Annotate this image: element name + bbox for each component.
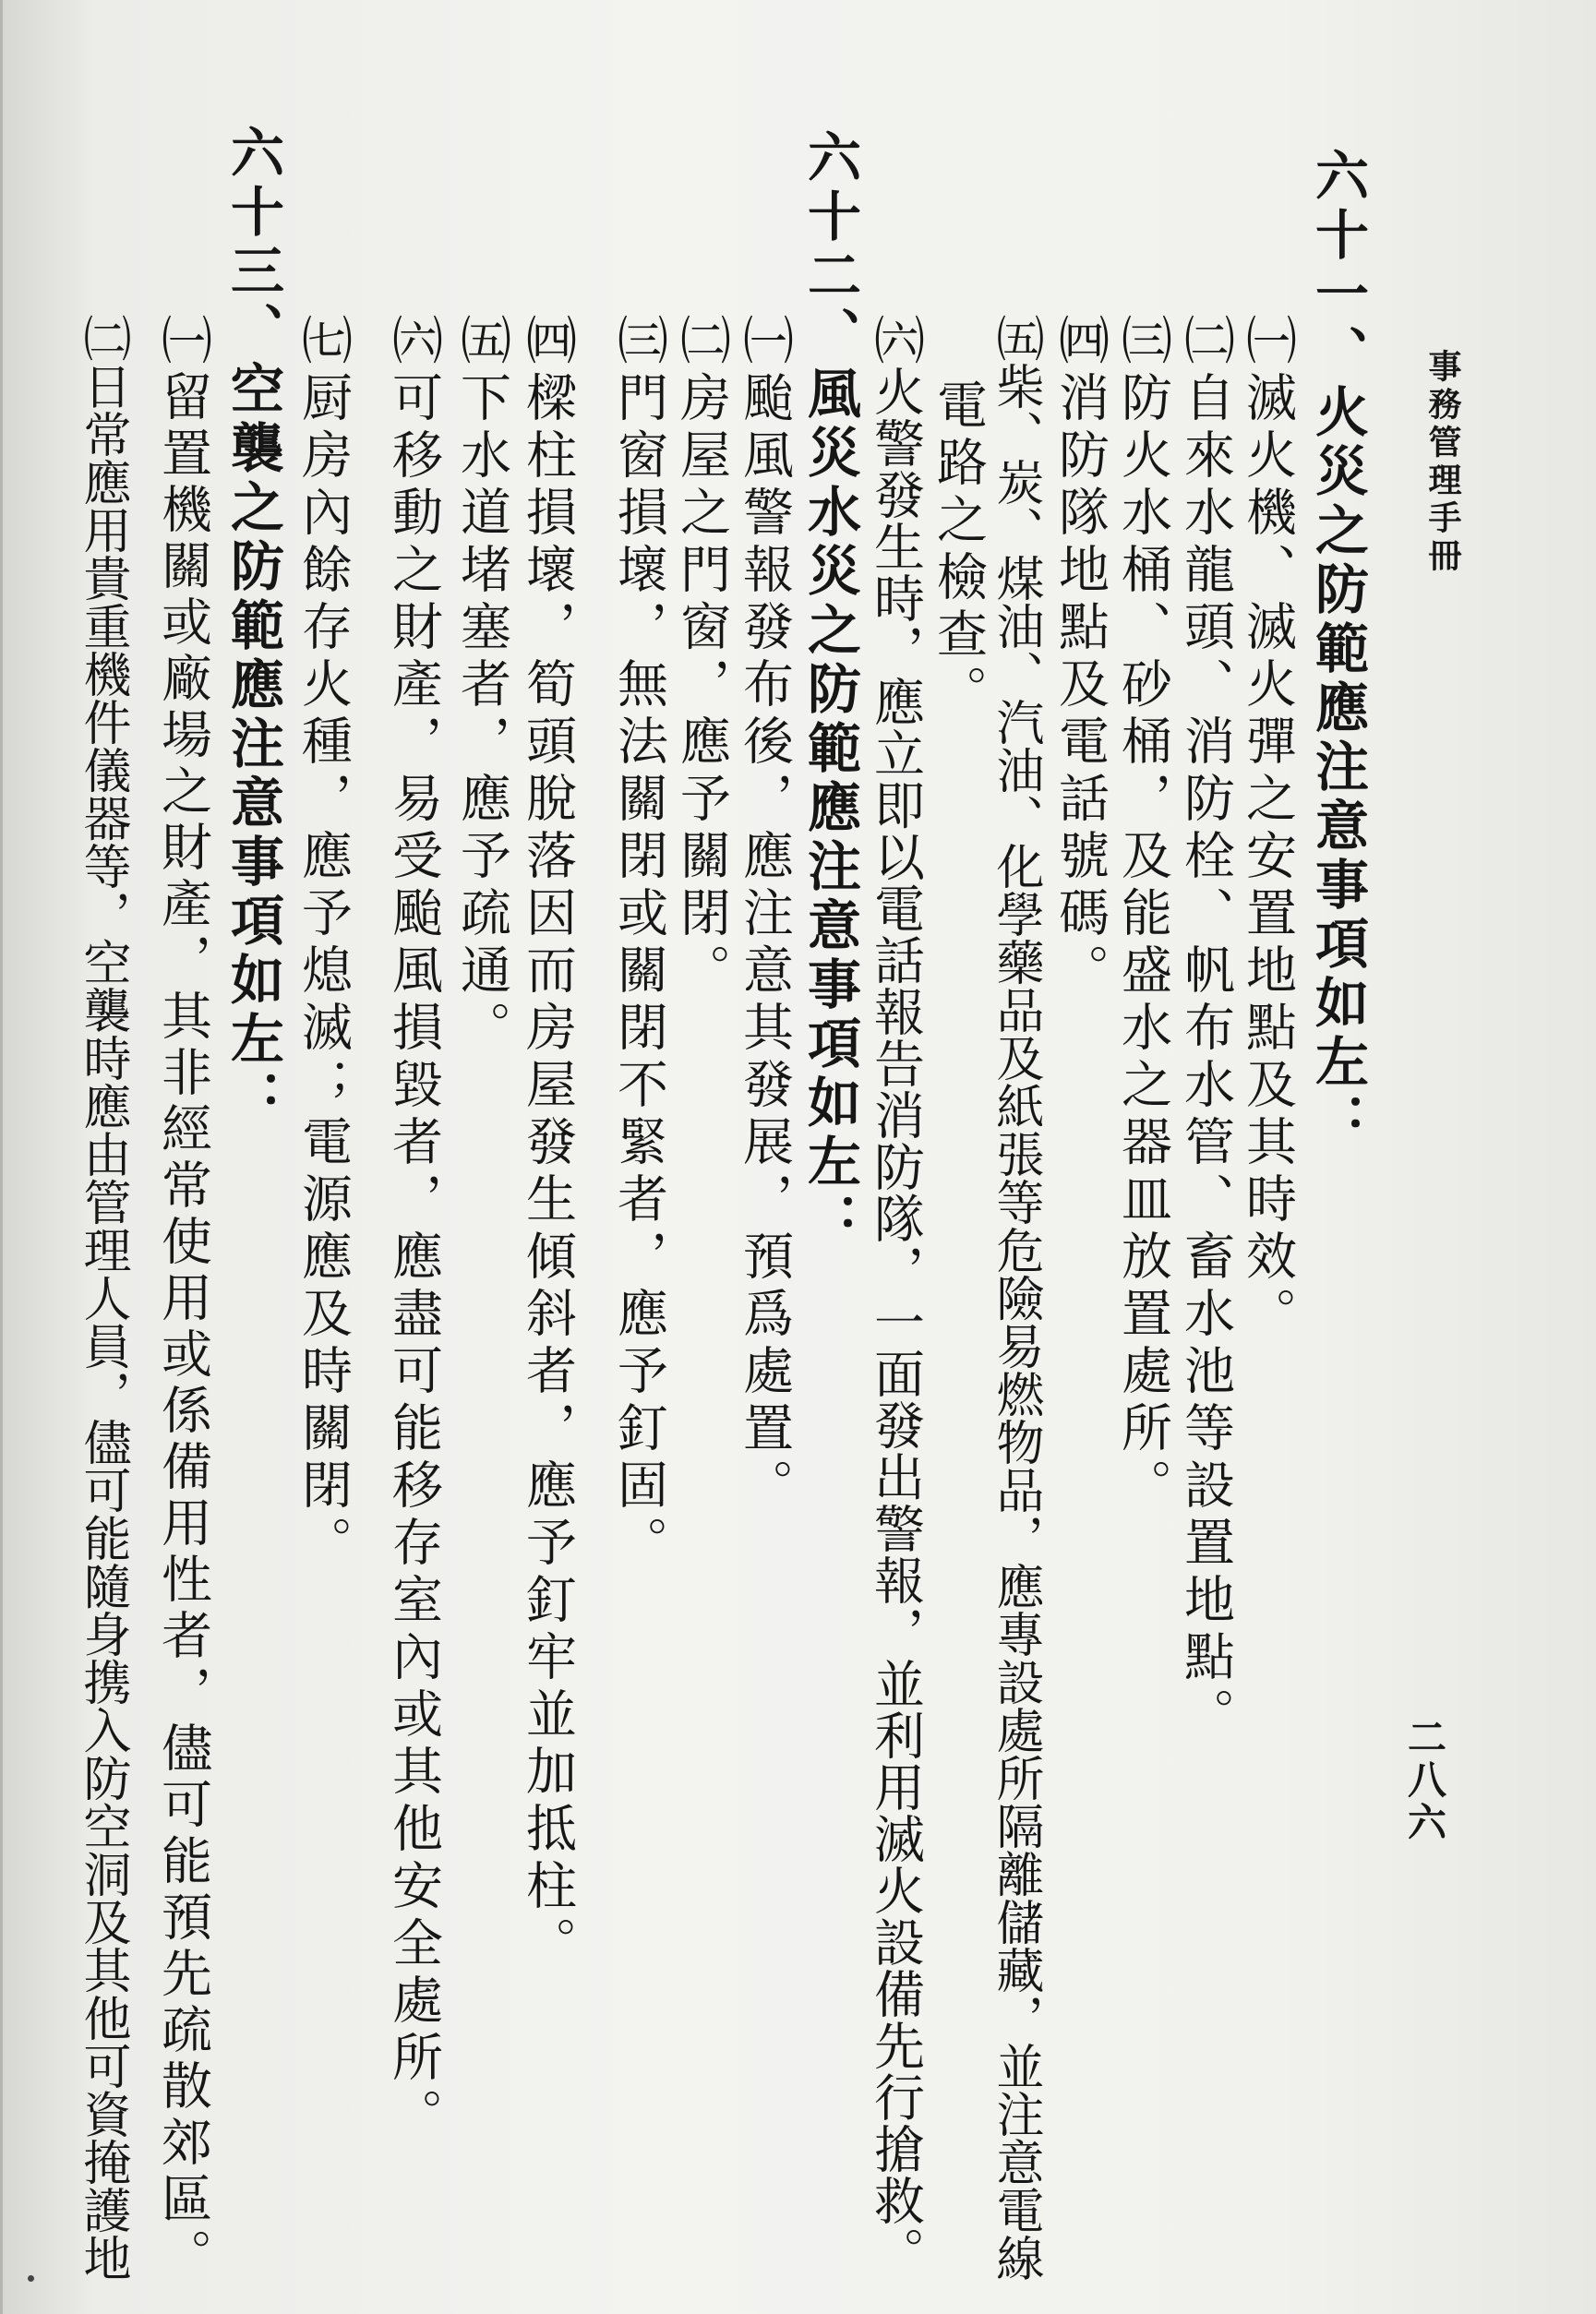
section-61-item-5: ㈤柴、炭、煤油、汽油、化學藥品及紙張等危險易燃物品，應專設處所隔離儲藏，並注意電線 bbox=[988, 314, 1043, 2282]
section-61-heading: 六十一、火災之防範應注意事項如左： bbox=[1306, 148, 1369, 1152]
section-61-item-3: ㈢防火水桶、砂桶，及能盛水之器皿放置處所。 bbox=[1113, 314, 1172, 1516]
section-62-item-6: ㈥可移動之財產，易受颱風損毀者，應盡可能移存室內或其他安全處所。 bbox=[384, 314, 443, 2145]
section-61-item-6: ㈥火警發生時，應立即以電話報告消防隊，一面發出警報，並利用滅火設備先行搶救。 bbox=[866, 314, 925, 2278]
section-62-item-1: ㈠颱風警報發布後，應注意其發展，預爲處置。 bbox=[735, 314, 794, 1516]
section-61-item-2: ㈡自來水龍頭、消防栓、帆布水管、畜水池等設置地點。 bbox=[1176, 314, 1235, 1744]
section-61-item-4: ㈣消防隊地點及電話號碼。 bbox=[1050, 314, 1110, 1001]
section-61-item-1: ㈠滅火機、滅火彈之安置地點及其時效。 bbox=[1238, 314, 1297, 1344]
page-edge-shadow bbox=[0, 0, 3, 2314]
section-63-heading: 六十三、空襲之防範應注意事項如左： bbox=[222, 125, 284, 1129]
running-header-title: 事務管理手冊 bbox=[1423, 349, 1462, 576]
section-63-item-2: ㈡日常應用貴重機件儀器等，空襲時應由管理人員，儘可能隨身携入防空洞及其他可資掩護地 bbox=[75, 314, 130, 2282]
print-speck bbox=[28, 2275, 34, 2282]
section-62-item-4: ㈣樑柱損壞，筍頭脫落因而房屋發生傾斜者，應予釘牢並加抵柱。 bbox=[518, 314, 577, 1973]
section-62-heading: 六十二、風災水災之防範應注意事項如左： bbox=[798, 129, 861, 1252]
section-61-item-5-continued: 電路之檢查。 bbox=[929, 378, 988, 722]
section-62-item-7: ㈦厨房內餘存火種，應予熄滅；電源應及時關閉。 bbox=[294, 314, 353, 1573]
section-62-item-3: ㈢門窗損壞，無法關閉或關閉不緊者，應予釘固。 bbox=[609, 314, 668, 1573]
page-number: 二八六 bbox=[1402, 1717, 1447, 1844]
section-62-item-2: ㈡房屋之門窗，應予關閉。 bbox=[672, 314, 731, 1001]
section-62-item-5: ㈤下水道堵塞者，應予疏通。 bbox=[452, 314, 511, 1058]
section-63-item-1: ㈠留置機關或廠場之財產，其非經常使用或係備用性者，儘可能預先疏散郊區。 bbox=[153, 314, 212, 2284]
